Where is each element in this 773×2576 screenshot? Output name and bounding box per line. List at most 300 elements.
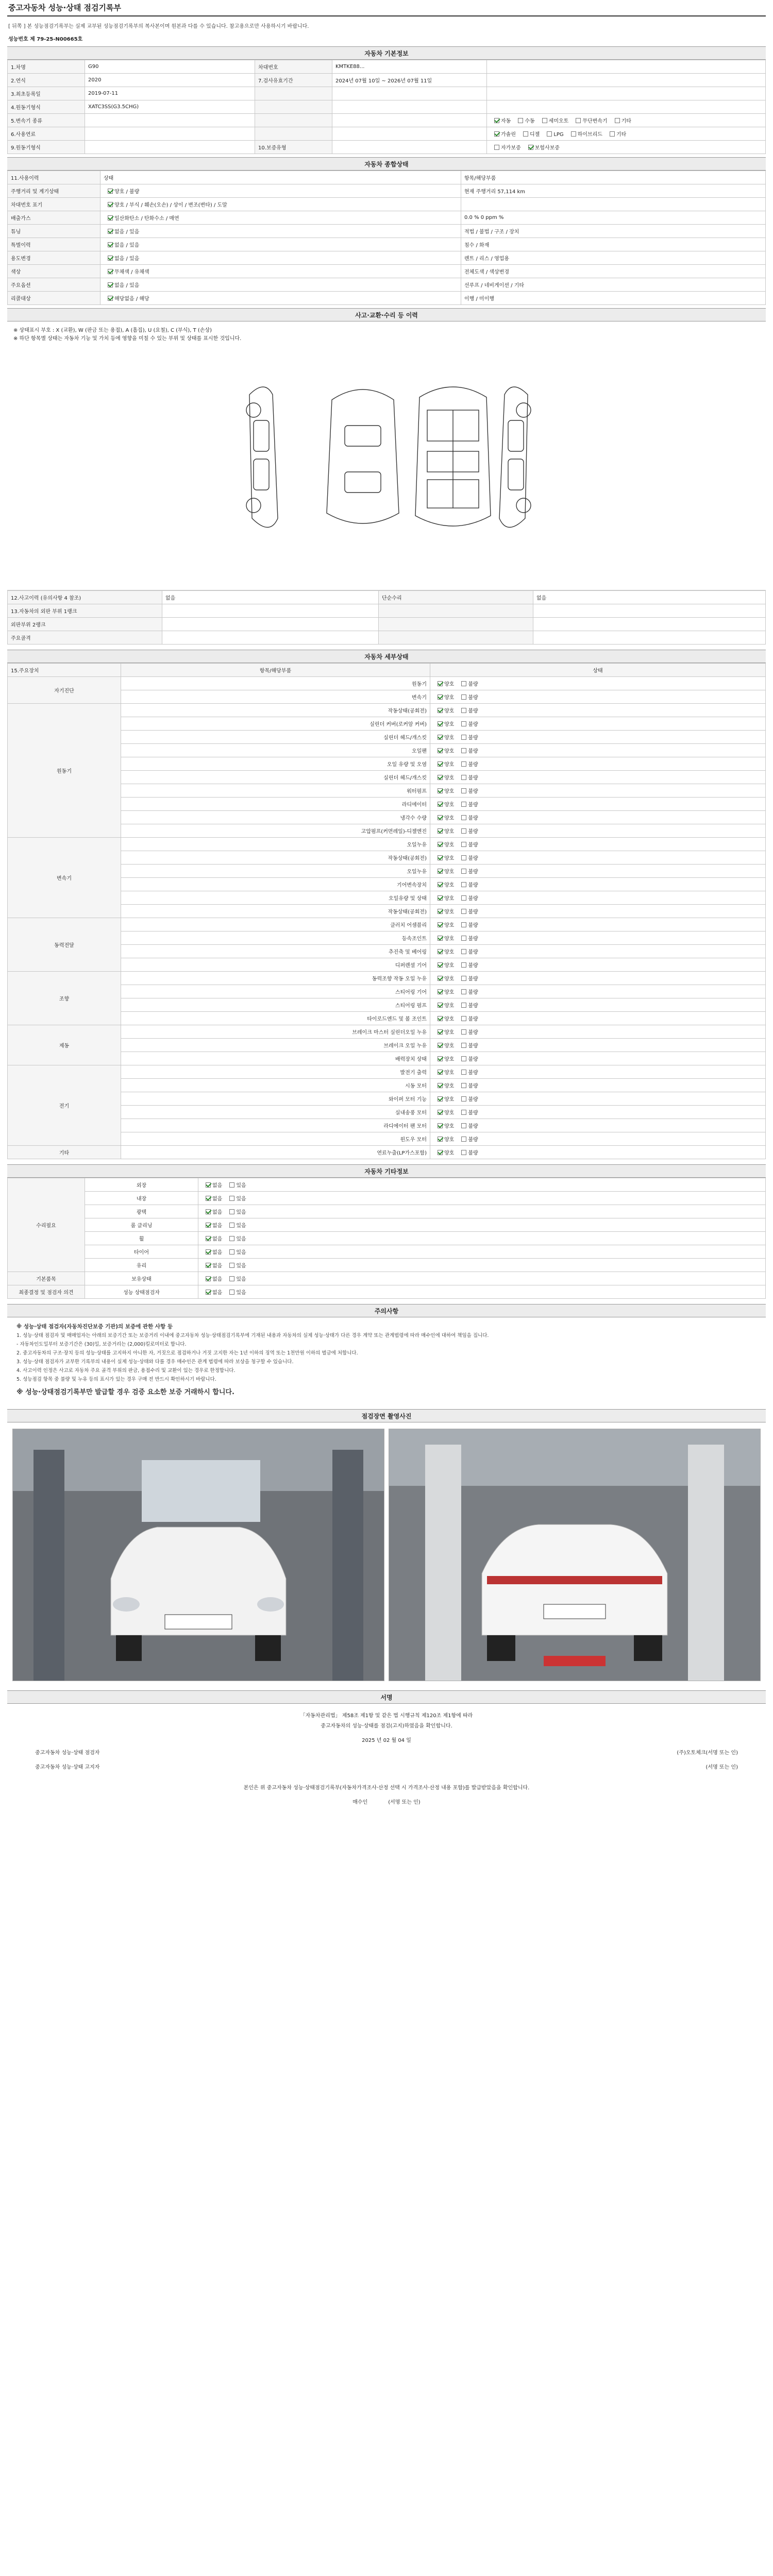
detail-state [430,1012,766,1025]
checkbox-good[interactable] [438,681,443,686]
checkbox-auto[interactable] [494,118,499,123]
basic-row [8,60,766,74]
detail-row [8,945,766,958]
accident-value-2: 없음 [533,591,766,604]
checkbox-cvt[interactable] [576,118,581,123]
status-checkbox[interactable] [108,242,113,247]
accident-key: 외판부위 2랭크 [8,618,162,631]
checkbox-good[interactable] [438,842,443,847]
checkbox-good[interactable] [438,802,443,807]
option-bad: 불량 [468,963,478,969]
detail-state [430,931,766,945]
checkbox-bad[interactable] [461,882,466,887]
inspection-photo-front [12,1429,384,1681]
basic-key: 4.원동기형식 [8,100,85,114]
detail-state [430,1025,766,1039]
checkbox-good[interactable] [438,895,443,901]
option-bad: 불량 [468,990,478,995]
checkbox-bad[interactable] [461,828,466,834]
detail-item: 디퍼렌셜 기어 [121,958,430,972]
section-photos: 점검장면 촬영사진 [7,1409,766,1422]
etc-item: 휠 [85,1232,198,1245]
general-row [8,225,766,238]
checkbox-bad[interactable] [461,855,466,860]
checkbox-bad[interactable] [461,748,466,753]
option-bad: 불량 [468,883,478,888]
notes-block [7,1317,766,1406]
checkbox-diesel[interactable] [523,131,528,137]
checkbox-good[interactable] [438,882,443,887]
detail-state [430,811,766,824]
general-status-text: 무채색 / 유채색 [114,269,149,275]
etc-group: 수리필요 [8,1178,85,1272]
checkbox-hybrid[interactable] [571,131,576,137]
checkbox-good[interactable] [438,828,443,834]
option-yes: 있음 [236,1183,246,1189]
checkbox-good[interactable] [438,735,443,740]
basic-row [8,114,766,127]
checkbox-none[interactable] [206,1263,211,1268]
status-checkbox[interactable] [108,256,113,261]
general-note: 이행 / 미이행 [461,292,766,305]
detail-state [430,838,766,851]
option-gasoline: 가솔린 [501,132,516,138]
detail-group: 동력전달 [8,918,121,972]
option-diesel: 디젤 [529,132,540,138]
car-left-side-icon [246,387,278,528]
detail-item: 작동상태(공회전) [121,704,430,717]
detail-state [430,1092,766,1106]
option-other: 기타 [616,132,627,138]
checkbox-good[interactable] [438,708,443,713]
option-bad: 불량 [468,1070,478,1076]
checkbox-bad[interactable] [461,735,466,740]
checkbox-bad[interactable] [461,1029,466,1035]
option-bad: 불량 [468,816,478,821]
notes-big-warning: ※ 성능·상태점검기록부만 발급할 경우 검증 요소한 보증 거래하시 합니다. [16,1388,234,1396]
status-checkbox[interactable] [108,202,113,207]
status-checkbox[interactable] [108,269,113,274]
option-hybrid: 하이브리드 [577,132,602,138]
checkbox-lpg[interactable] [547,131,552,137]
detail-group: 원동기 [8,704,121,838]
general-note: 선루프 / 네비게이션 / 기타 [461,278,766,292]
detail-item: 발전기 출력 [121,1065,430,1079]
checkbox-bad[interactable] [461,895,466,901]
checkbox-bad[interactable] [461,788,466,793]
status-checkbox[interactable] [108,296,113,301]
detail-row [8,704,766,717]
basic-key-2 [255,127,332,141]
general-row [8,251,766,265]
checkbox-good[interactable] [438,1056,443,1061]
etc-item: 성능 상태점검자 [85,1285,198,1299]
etc-item: 광택 [85,1205,198,1218]
etc-state [198,1232,766,1245]
detail-item: 스티어링 펌프 [121,998,430,1012]
checkbox-good[interactable] [438,1043,443,1048]
checkbox-bad[interactable] [461,922,466,927]
detail-group: 기타 [8,1146,121,1159]
option-cvt: 무단변속기 [582,118,608,124]
option-bad: 불량 [468,802,478,808]
basic-value-2 [332,87,487,100]
detail-state [430,704,766,717]
section-sign: 서명 [7,1690,766,1704]
detail-row [8,851,766,865]
detail-state [430,1039,766,1052]
checkbox-good[interactable] [438,1110,443,1115]
checkbox-none[interactable] [206,1236,211,1241]
option-bad: 불량 [468,695,478,701]
detail-state [430,878,766,891]
checkbox-none[interactable] [206,1182,211,1188]
checkbox-good[interactable] [438,694,443,700]
detail-row [8,838,766,851]
option-good: 양호 [444,1083,455,1089]
option-good: 양호 [444,883,455,888]
detail-item: 실내송풍 모터 [121,1106,430,1119]
accident-key: 12.사고이력 (유의사항 4 참조) [8,591,162,604]
checkbox-bad[interactable] [461,936,466,941]
accident-key-2: 단순수리 [379,591,533,604]
option-good: 양호 [444,842,455,848]
detail-item: 라디에이터 [121,798,430,811]
checkbox-none[interactable] [206,1196,211,1201]
checkbox-yes[interactable] [229,1223,234,1228]
general-status [100,278,461,292]
option-bad: 불량 [468,1137,478,1143]
checkbox-yes[interactable] [229,1290,234,1295]
checkbox-bad[interactable] [461,1070,466,1075]
etc-state [198,1192,766,1205]
checkbox-good[interactable] [438,775,443,780]
checkbox-bad[interactable] [461,1150,466,1155]
general-status-text: 없음 / 있음 [114,283,140,289]
detail-state [430,891,766,905]
option-bad: 불량 [468,909,478,915]
general-item: 배출가스 [8,211,100,225]
checkbox-good[interactable] [438,909,443,914]
checkbox-bad[interactable] [461,802,466,807]
accident-key-2 [379,631,533,645]
option-auto: 자동 [501,118,511,124]
detail-item: 연료누출(LP가스포함) [121,1146,430,1159]
general-note: 렌트 / 리스 / 영업용 [461,251,766,265]
section-detail: 자동차 세부상태 [7,650,766,663]
checkbox-good[interactable] [438,1137,443,1142]
inspection-photo-rear [389,1429,761,1681]
option-good: 양호 [444,1070,455,1076]
detail-row [8,1146,766,1159]
option-none: 없음 [212,1250,223,1256]
option-good: 양호 [444,990,455,995]
checkbox-insurance_warranty[interactable] [528,145,533,150]
general-item: 차대번호 표기 [8,198,100,211]
option-good: 양호 [444,708,455,714]
status-checkbox[interactable] [108,229,113,234]
basic-key: 5.변속기 종류 [8,114,85,127]
checkbox-good[interactable] [438,949,443,954]
option-bad: 불량 [468,1030,478,1036]
checkbox-bad[interactable] [461,869,466,874]
checkbox-good[interactable] [438,1150,443,1155]
option-bad: 불량 [468,950,478,955]
detail-state [430,757,766,771]
accident-row [8,591,766,604]
checkbox-good[interactable] [438,748,443,753]
option-none: 없음 [212,1236,223,1242]
basic-value: G90 [85,60,255,74]
option-good: 양호 [444,923,455,928]
detail-row [8,1012,766,1025]
checkbox-good[interactable] [438,869,443,874]
legend-line-2: ※ 하단 항목별 상태는 자동차 기능 및 가치 등에 영향을 미칠 수 있는 부위 및 상태를 표시한 것입니다. [13,336,242,342]
checkbox-bad[interactable] [461,708,466,713]
checkbox-bad[interactable] [461,949,466,954]
checkbox-none[interactable] [206,1209,211,1214]
accident-key-2 [379,604,533,618]
option-good: 양호 [444,1097,455,1103]
detail-row [8,744,766,757]
general-status [100,184,461,198]
checkbox-bad[interactable] [461,1123,466,1128]
checkbox-gasoline[interactable] [494,131,499,137]
checkbox-yes[interactable] [229,1263,234,1268]
detail-item: 오일누유 [121,865,430,878]
detail-state [430,1132,766,1146]
option-good: 양호 [444,749,455,754]
detail-item: 오일팬 [121,744,430,757]
basic-options [487,114,766,127]
detail-item: 오일누유 [121,838,430,851]
checkbox-bad[interactable] [461,909,466,914]
section-general: 자동차 종합상태 [7,157,766,171]
checkbox-good[interactable] [438,815,443,820]
detail-item: 고압펌프(커먼레일)-디젤엔진 [121,824,430,838]
basic-value-2 [332,127,487,141]
option-none: 없음 [212,1263,223,1269]
checkbox-bad[interactable] [461,761,466,767]
general-row [8,265,766,278]
basic-key: 1.차명 [8,60,85,74]
general-item: 특별이력 [8,238,100,251]
option-manual: 수동 [525,118,535,124]
checkbox-bad[interactable] [461,775,466,780]
general-row [8,238,766,251]
status-checkbox[interactable] [108,282,113,287]
checkbox-good[interactable] [438,989,443,994]
general-status-text: 없음 / 있음 [114,256,140,262]
detail-row [8,798,766,811]
detail-item: 냉각수 수량 [121,811,430,824]
checkbox-none[interactable] [206,1276,211,1281]
checkbox-good[interactable] [438,1083,443,1088]
checkbox-bad[interactable] [461,1137,466,1142]
checkbox-other[interactable] [615,118,620,123]
checkbox-other[interactable] [610,131,615,137]
note-line: 1. 성능·상태 점검자 및 매매업자는 아래의 보증기간 또는 보증거리 이내에 중고자동차 성능·상태점검기록부에 기재된 내용과 자동차의 실제 성능·상태가 다른 경우 계약 또는 관계법령에 따라 매수인에 대하여 책임을 집니다. [16,1333,489,1338]
checkbox-good[interactable] [438,962,443,968]
basic-row [8,87,766,100]
checkbox-bad[interactable] [461,976,466,981]
checkbox-bad[interactable] [461,1016,466,1021]
detail-state [430,918,766,931]
checkbox-semi[interactable] [542,118,547,123]
option-good: 양호 [444,909,455,915]
detail-item: 오일유량 및 상태 [121,891,430,905]
checkbox-self_warranty[interactable] [494,145,499,150]
basic-value: 2020 [85,74,255,87]
checkbox-good[interactable] [438,1016,443,1021]
detail-group: 조향 [8,972,121,1025]
etc-state [198,1218,766,1232]
note-line: 4. 사고이력 인정은 사고로 자동차 주요 골격 부위의 판금, 용접수리 및 교환이 있는 경우로 한정합니다. [16,1368,236,1374]
checkbox-bad[interactable] [461,721,466,726]
etc-state [198,1259,766,1272]
detail-state [430,972,766,985]
checkbox-yes[interactable] [229,1196,234,1201]
option-good: 양호 [444,1057,455,1062]
detail-state [430,905,766,918]
sign-line-2: 중고자동차의 성능·상태를 점검(고지)하였음을 확인합니다. [321,1723,452,1729]
checkbox-bad[interactable] [461,842,466,847]
checkbox-yes[interactable] [229,1276,234,1281]
checkbox-good[interactable] [438,1003,443,1008]
detail-state [430,851,766,865]
car-right-side-icon [499,387,531,528]
checkbox-good[interactable] [438,788,443,793]
option-good: 양호 [444,789,455,794]
checkbox-bad[interactable] [461,1096,466,1101]
option-good: 양호 [444,722,455,727]
general-item: 리콜대상 [8,292,100,305]
checkbox-bad[interactable] [461,681,466,686]
detail-state [430,1052,766,1065]
sign-block [7,1704,766,1815]
checkbox-good[interactable] [438,976,443,981]
checkbox-manual[interactable] [518,118,523,123]
detail-state [430,1106,766,1119]
detail-header-device: 15.주요장치 [8,664,121,677]
checkbox-bad[interactable] [461,1110,466,1115]
checkbox-good[interactable] [438,1123,443,1128]
detail-row [8,1065,766,1079]
option-other: 기타 [621,118,631,124]
checkbox-none[interactable] [206,1249,211,1255]
checkbox-bad[interactable] [461,1003,466,1008]
option-none: 없음 [212,1183,223,1189]
option-none: 없음 [212,1277,223,1282]
car-top-front-icon [327,389,399,523]
checkbox-yes[interactable] [229,1182,234,1188]
checkbox-yes[interactable] [229,1249,234,1255]
checkbox-bad[interactable] [461,962,466,968]
basic-row [8,141,766,154]
note-line: 2. 중고자동차의 구조·장치 등의 성능·상태를 고지하지 아니한 자, 거짓으로 점검하거나 거짓 고지한 자는 1년 이하의 징역 또는 1천만원 이하의 벌금에 처합니다. [16,1350,358,1356]
option-bad: 불량 [468,869,478,875]
option-good: 양호 [444,1016,455,1022]
option-good: 양호 [444,1124,455,1129]
detail-row [8,958,766,972]
checkbox-good[interactable] [438,922,443,927]
option-bad: 불량 [468,829,478,835]
checkbox-none[interactable] [206,1223,211,1228]
checkbox-bad[interactable] [461,989,466,994]
detail-row [8,972,766,985]
checkbox-yes[interactable] [229,1236,234,1241]
detail-state [430,824,766,838]
photos-row [7,1422,766,1690]
notice-text: [ 뒤쪽 ] 본 성능점검기록부는 실제 교부된 성능점검기록부의 복사본이며 원본과 다를 수 있습니다. 참고용으로만 사용하시기 바랍니다. [8,24,309,29]
etc-state [198,1205,766,1218]
checkbox-bad[interactable] [461,1083,466,1088]
detail-group: 자기진단 [8,677,121,704]
checkbox-good[interactable] [438,1096,443,1101]
detail-item: 배력장치 상태 [121,1052,430,1065]
option-bad: 불량 [468,682,478,687]
option-good: 양호 [444,1030,455,1036]
checkbox-yes[interactable] [229,1209,234,1214]
option-bad: 불량 [468,1083,478,1089]
detail-state [430,744,766,757]
sign-notifier-name: (서명 또는 인) [705,1765,738,1770]
checkbox-good[interactable] [438,855,443,860]
option-good: 양호 [444,869,455,875]
basic-key-2 [255,87,332,100]
accident-row [8,618,766,631]
accident-value [162,618,379,631]
detail-row [8,677,766,690]
checkbox-good[interactable] [438,936,443,941]
sign-line-1: 「자동차관리법」 제58조 제1항 및 같은 법 시행규칙 제120조 제1항에 따라 [300,1713,473,1719]
general-note: 0.0 % 0 ppm % [461,211,766,225]
option-good: 양호 [444,762,455,768]
option-bad: 불량 [468,936,478,942]
general-status-text: 양호 / 부식 / 훼손(오손) / 상이 / 변조(변타) / 도말 [114,202,227,208]
option-bad: 불량 [468,1057,478,1062]
option-bad: 불량 [468,896,478,902]
option-bad: 불량 [468,1043,478,1049]
detail-state [430,985,766,998]
option-yes: 있음 [236,1210,246,1215]
checkbox-bad[interactable] [461,1056,466,1061]
general-status [100,225,461,238]
detail-state [430,731,766,744]
option-good: 양호 [444,950,455,955]
checkbox-bad[interactable] [461,694,466,700]
checkbox-none[interactable] [206,1290,211,1295]
checkbox-good[interactable] [438,721,443,726]
detail-item: 오일 유량 및 오염 [121,757,430,771]
detail-state [430,677,766,690]
etc-group: 기본품목 [8,1272,85,1285]
checkbox-good[interactable] [438,761,443,767]
checkbox-good[interactable] [438,1070,443,1075]
detail-row [8,1052,766,1065]
status-checkbox[interactable] [108,189,113,194]
basic-row [8,127,766,141]
checkbox-bad[interactable] [461,1043,466,1048]
detail-row [8,1132,766,1146]
etc-row [8,1178,766,1192]
checkbox-good[interactable] [438,1029,443,1035]
status-checkbox[interactable] [108,215,113,221]
accident-value [162,631,379,645]
checkbox-bad[interactable] [461,815,466,820]
legend-line-1: ※ 상태표시 부호 : X (교환), W (판금 또는 용접), A (흠집), U (요철), C (부식), T (손상) [13,328,212,333]
detail-item: 실린더 헤드/개스킷 [121,731,430,744]
